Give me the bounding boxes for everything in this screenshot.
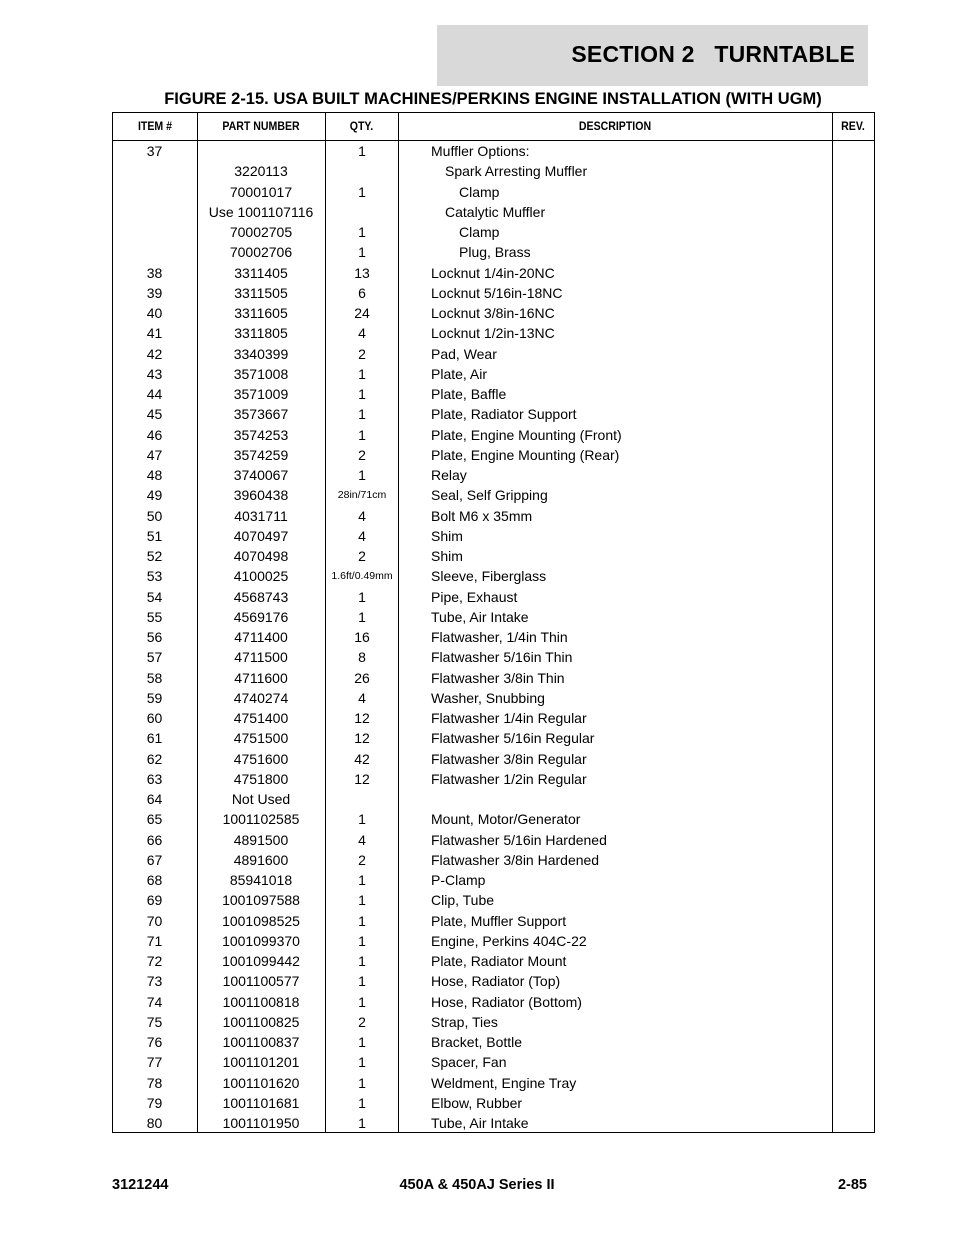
qty-cell: 1: [358, 608, 366, 625]
part-number-cell: 1001098525: [222, 912, 300, 929]
column-header-item: ITEM #: [137, 119, 173, 133]
description-cell: Washer, Snubbing: [431, 689, 545, 706]
table-row: [113, 323, 874, 343]
table-row: [113, 830, 874, 850]
qty-cell: 1: [358, 224, 366, 240]
part-number-cell: 4751800: [233, 770, 289, 787]
item-number-cell: [113, 222, 196, 242]
part-number-cell: 3311405: [234, 264, 288, 281]
table-row: [113, 485, 874, 505]
table-row: [113, 445, 874, 465]
table-row: [113, 749, 874, 769]
item-number-cell: 59: [146, 689, 163, 706]
description-cell: Weldment, Engine Tray: [431, 1074, 577, 1091]
table-row: [113, 425, 874, 445]
qty-cell: 4: [358, 507, 366, 524]
item-number-cell: 42: [146, 345, 163, 362]
part-number-cell: 1001100577: [222, 973, 300, 990]
description-cell: Pipe, Exhaust: [431, 588, 518, 605]
part-number-cell: 4891500: [233, 831, 289, 848]
qty-cell: 1: [358, 953, 366, 969]
part-number-cell: 3340399: [233, 345, 289, 362]
item-number-cell: 69: [146, 892, 163, 909]
description-cell: Relay: [431, 467, 467, 483]
qty-cell: 1: [358, 183, 366, 200]
description-cell: Bracket, Bottle: [431, 1034, 523, 1050]
table-row: [113, 1113, 874, 1133]
qty-cell: 4: [358, 689, 366, 706]
item-number-cell: 67: [146, 851, 163, 868]
item-number-cell: 68: [146, 872, 163, 888]
qty-cell: 12: [354, 710, 370, 726]
item-number-cell: 61: [146, 730, 163, 747]
table-row: [113, 789, 874, 809]
item-number-cell: 66: [146, 831, 163, 848]
description-cell: Flatwasher 3/8in Regular: [431, 750, 587, 767]
table-row: [113, 607, 874, 627]
description-cell: Plate, Baffle: [431, 386, 507, 402]
item-number-cell: 48: [146, 467, 163, 483]
part-number-cell: 1001101950: [222, 1115, 300, 1131]
qty-cell: 1.6ft/0.49mm: [331, 570, 393, 583]
description-cell: Plate, Radiator Mount: [431, 953, 567, 969]
description-cell: Plate, Muffler Support: [431, 912, 567, 929]
qty-cell: 1: [358, 993, 366, 1010]
part-number-cell: 70002706: [229, 244, 293, 261]
part-number-cell: 4751400: [233, 710, 289, 726]
qty-cell: 1: [358, 872, 366, 888]
description-cell: Elbow, Rubber: [431, 1094, 523, 1111]
footer-model: 450A & 450AJ Series II: [399, 1177, 555, 1193]
qty-cell: 1: [358, 406, 366, 423]
table-row: [113, 870, 874, 890]
part-number-cell: 4711400: [234, 629, 288, 645]
item-number-cell: 41: [146, 325, 163, 342]
description-cell: Flatwasher 3/8in Hardened: [431, 851, 600, 868]
description-cell: Locknut 5/16in-18NC: [431, 284, 563, 301]
item-number-cell: 70: [146, 912, 163, 929]
part-number-cell: 4100025: [233, 568, 289, 585]
section-header: [437, 25, 868, 86]
table-row: [113, 931, 874, 951]
item-number-cell: 75: [146, 1013, 163, 1030]
part-number-cell: 1001101681: [222, 1094, 300, 1111]
part-number-cell: 4711600: [234, 669, 288, 686]
table-row: [113, 283, 874, 303]
table-row: [113, 161, 874, 181]
column-header-description: DESCRIPTION: [578, 119, 652, 133]
qty-cell: 12: [354, 770, 370, 787]
description-cell: Seal, Self Gripping: [431, 487, 548, 504]
description-cell: Plate, Radiator Support: [431, 406, 577, 423]
figure-title: FIGURE 2-15. USA BUILT MACHINES/PERKINS ENGINE INSTALLATION (WITH UGM): [164, 90, 822, 108]
item-number-cell: 45: [146, 406, 163, 423]
item-number-cell: 72: [146, 953, 163, 969]
table-row: [113, 303, 874, 323]
table-row: [113, 263, 874, 283]
description-cell: Sleeve, Fiberglass: [431, 568, 547, 585]
qty-cell: 4: [358, 325, 366, 342]
part-number-cell: 3571009: [233, 386, 289, 402]
description-cell: Flatwasher 5/16in Thin: [431, 649, 573, 666]
table-row: [113, 506, 874, 526]
part-number-cell: 3573667: [233, 406, 289, 423]
qty-cell: 6: [358, 284, 366, 301]
description-cell: Bolt M6 x 35mm: [431, 507, 533, 524]
qty-cell: 1: [358, 932, 366, 949]
table-row: [113, 546, 874, 566]
qty-cell: [326, 202, 398, 222]
item-number-cell: 79: [146, 1094, 163, 1111]
table-row: [113, 1032, 874, 1052]
part-number-cell: 1001097588: [222, 892, 300, 909]
table-row: [113, 242, 874, 262]
description-cell: Spark Arresting Muffler: [445, 163, 588, 180]
item-number-cell: 47: [146, 446, 163, 463]
qty-cell: 1: [358, 365, 366, 382]
part-number-cell: 3311605: [234, 305, 288, 321]
qty-cell: 1: [358, 811, 366, 828]
qty-cell: 8: [358, 649, 366, 666]
qty-cell: 4: [358, 527, 366, 544]
part-number-cell: 4891600: [233, 851, 289, 868]
item-number-cell: 78: [146, 1074, 163, 1091]
qty-cell: 1: [358, 143, 366, 159]
table-row: [113, 404, 874, 424]
part-number-cell: Use 1001107116: [208, 203, 314, 220]
qty-cell: 13: [354, 264, 370, 281]
part-number-cell: 3311805: [234, 325, 288, 342]
qty-cell: 1: [358, 1034, 366, 1050]
description-cell: Shim: [431, 548, 463, 564]
table-row: [113, 1073, 874, 1093]
item-number-cell: [113, 182, 196, 202]
qty-cell: 12: [354, 730, 370, 747]
part-number-cell: 3571008: [233, 365, 289, 382]
table-row: [113, 344, 874, 364]
qty-cell: 1: [358, 912, 366, 929]
footer-page-number: 2-85: [837, 1177, 867, 1193]
item-number-cell: 64: [146, 791, 163, 807]
item-number-cell: [113, 161, 196, 181]
qty-cell: 24: [354, 305, 370, 321]
table-row: [113, 647, 874, 667]
table-row: [113, 202, 874, 222]
table-row: [113, 890, 874, 910]
item-number-cell: 71: [146, 932, 163, 949]
part-number-cell: 4568743: [233, 588, 289, 605]
table-row: [113, 364, 874, 384]
part-number-cell: 3574253: [233, 426, 289, 443]
column-header-rev: REV.: [841, 119, 865, 133]
table-row: [113, 850, 874, 870]
qty-cell: 4: [358, 831, 366, 848]
table-row: [113, 1052, 874, 1072]
table-row: [113, 384, 874, 404]
part-number-cell: 1001100825: [222, 1013, 300, 1030]
description-cell: Locknut 3/8in-16NC: [431, 305, 555, 321]
description-cell: Locknut 1/2in-13NC: [431, 325, 555, 342]
item-number-cell: 55: [146, 608, 163, 625]
description-cell: Flatwasher 5/16in Hardened: [431, 831, 607, 848]
qty-cell: 28in/71cm: [337, 489, 387, 502]
table-row: [113, 1012, 874, 1032]
table-row: [113, 141, 874, 161]
item-number-cell: 65: [146, 811, 163, 828]
part-number-cell: 4740274: [233, 689, 289, 706]
description-cell: Clip, Tube: [431, 892, 495, 909]
description-cell: Clamp: [459, 224, 500, 240]
description-cell: Shim: [431, 527, 463, 544]
description-cell: Mount, Motor/Generator: [431, 811, 581, 828]
item-number-cell: 60: [146, 710, 163, 726]
item-number-cell: 58: [146, 669, 163, 686]
item-number-cell: 56: [146, 629, 163, 645]
table-row: [113, 769, 874, 789]
description-cell: Hose, Radiator (Top): [431, 973, 561, 990]
table-row: [113, 222, 874, 242]
part-number-cell: 4751500: [233, 730, 289, 747]
item-number-cell: 73: [146, 973, 163, 990]
part-number-cell: 3311505: [234, 284, 288, 301]
item-number-cell: 51: [146, 527, 163, 544]
part-number-cell: 3740067: [233, 467, 289, 483]
qty-cell: 2: [358, 1013, 366, 1030]
column-header-part-number: PART NUMBER: [222, 119, 300, 133]
description-cell: Plate, Air: [431, 365, 488, 382]
table-row: [113, 526, 874, 546]
description-cell: Spacer, Fan: [431, 1054, 507, 1071]
part-number-cell: 3220113: [234, 163, 288, 180]
item-number-cell: 52: [146, 548, 163, 564]
description-cell: Clamp: [459, 183, 500, 200]
qty-cell: 1: [358, 1094, 366, 1111]
qty-cell: 1: [358, 1054, 366, 1071]
description-cell: Flatwasher 3/8in Thin: [431, 669, 565, 686]
item-number-cell: 50: [146, 507, 163, 524]
qty-cell: [326, 161, 398, 181]
qty-cell: 1: [358, 973, 366, 990]
item-number-cell: 57: [146, 649, 163, 666]
table-row: [113, 566, 874, 586]
qty-cell: 26: [354, 669, 370, 686]
description-cell: Locknut 1/4in-20NC: [431, 264, 555, 281]
part-number-cell: 4070497: [233, 527, 289, 544]
table-row: [113, 951, 874, 971]
table-row: [113, 992, 874, 1012]
table-row: [113, 728, 874, 748]
qty-cell: 42: [354, 750, 370, 767]
qty-cell: 1: [358, 1074, 366, 1091]
part-number-cell: 4751600: [233, 750, 289, 767]
qty-cell: 1: [358, 892, 366, 909]
table-row: [113, 1093, 874, 1113]
qty-cell: 1: [358, 426, 366, 443]
qty-cell: 1: [358, 386, 366, 402]
item-number-cell: 74: [146, 993, 163, 1010]
part-number-cell: 1001100818: [222, 993, 300, 1010]
table-row: [113, 688, 874, 708]
qty-cell: 2: [358, 548, 366, 564]
description-cell: Engine, Perkins 404C-22: [431, 932, 587, 949]
part-number-cell: 1001099370: [222, 932, 300, 949]
part-number-cell: 85941018: [229, 872, 293, 888]
description-cell: Strap, Ties: [431, 1013, 498, 1030]
table-row: [113, 587, 874, 607]
table-row: [113, 971, 874, 991]
description-cell: Tube, Air Intake: [431, 1115, 529, 1131]
qty-cell: 2: [358, 345, 366, 362]
part-number-cell: 3960438: [233, 487, 289, 504]
description-cell: Hose, Radiator (Bottom): [431, 993, 582, 1010]
item-number-cell: 37: [146, 143, 163, 159]
part-number-cell: 4711500: [234, 649, 288, 666]
part-number-cell: 4031711: [234, 507, 288, 524]
description-cell: Catalytic Muffler: [445, 203, 546, 220]
qty-cell: 16: [354, 629, 370, 645]
table-row: [113, 809, 874, 829]
item-number-cell: 49: [146, 487, 163, 504]
item-number-cell: 46: [146, 426, 163, 443]
part-number-cell: [197, 141, 325, 161]
description-cell: [431, 789, 831, 809]
part-number-cell: 4070498: [233, 548, 289, 564]
part-number-cell: 1001102585: [222, 811, 300, 828]
qty-cell: 1: [358, 1115, 366, 1131]
part-number-cell: 70001017: [229, 183, 293, 200]
qty-cell: 2: [358, 446, 366, 463]
item-number-cell: 40: [146, 305, 163, 321]
item-number-cell: 80: [146, 1115, 163, 1131]
table-row: [113, 668, 874, 688]
description-cell: Plate, Engine Mounting (Rear): [431, 446, 620, 463]
item-number-cell: 77: [146, 1054, 163, 1071]
qty-cell: 1: [358, 244, 366, 261]
qty-cell: 1: [358, 467, 366, 483]
column-header-qty: QTY.: [349, 119, 374, 133]
description-cell: Flatwasher 1/4in Regular: [431, 710, 587, 726]
description-cell: Plate, Engine Mounting (Front): [431, 426, 622, 443]
table-row: [113, 627, 874, 647]
item-number-cell: 76: [146, 1034, 163, 1050]
footer-doc-number: 3121244: [112, 1177, 169, 1193]
parts-table: [112, 112, 875, 1133]
item-number-cell: 63: [146, 770, 163, 787]
part-number-cell: 1001101620: [222, 1074, 300, 1091]
description-cell: Tube, Air Intake: [431, 608, 529, 625]
item-number-cell: 62: [146, 750, 163, 767]
part-number-cell: 4569176: [233, 608, 289, 625]
table-row: [113, 708, 874, 728]
item-number-cell: 39: [146, 284, 163, 301]
table-row: [113, 465, 874, 485]
description-cell: Flatwasher, 1/4in Thin: [431, 629, 568, 645]
description-cell: Flatwasher 5/16in Regular: [431, 730, 595, 747]
item-number-cell: [113, 242, 196, 262]
description-cell: Flatwasher 1/2in Regular: [431, 770, 587, 787]
item-number-cell: 38: [146, 264, 163, 281]
table-body: [113, 141, 874, 1133]
table-row: [113, 911, 874, 931]
section-title: SECTION 2 TURNTABLE: [571, 41, 855, 67]
part-number-cell: 1001100837: [222, 1034, 300, 1050]
description-cell: P-Clamp: [431, 872, 486, 888]
part-number-cell: 3574259: [233, 446, 289, 463]
description-cell: Muffler Options:: [431, 143, 530, 159]
qty-cell: 1: [358, 588, 366, 605]
qty-cell: [326, 789, 398, 809]
part-number-cell: 70002705: [229, 224, 293, 240]
qty-cell: 2: [358, 851, 366, 868]
item-number-cell: 54: [146, 588, 163, 605]
part-number-cell: 1001101201: [222, 1054, 300, 1071]
part-number-cell: 1001099442: [222, 953, 300, 969]
table-row: [113, 182, 874, 202]
description-cell: Pad, Wear: [431, 345, 497, 362]
description-cell: Plug, Brass: [459, 244, 531, 261]
part-number-cell: Not Used: [231, 791, 291, 807]
item-number-cell: 44: [146, 386, 163, 402]
item-number-cell: 43: [146, 365, 163, 382]
item-number-cell: 53: [146, 568, 163, 585]
item-number-cell: [113, 202, 196, 222]
